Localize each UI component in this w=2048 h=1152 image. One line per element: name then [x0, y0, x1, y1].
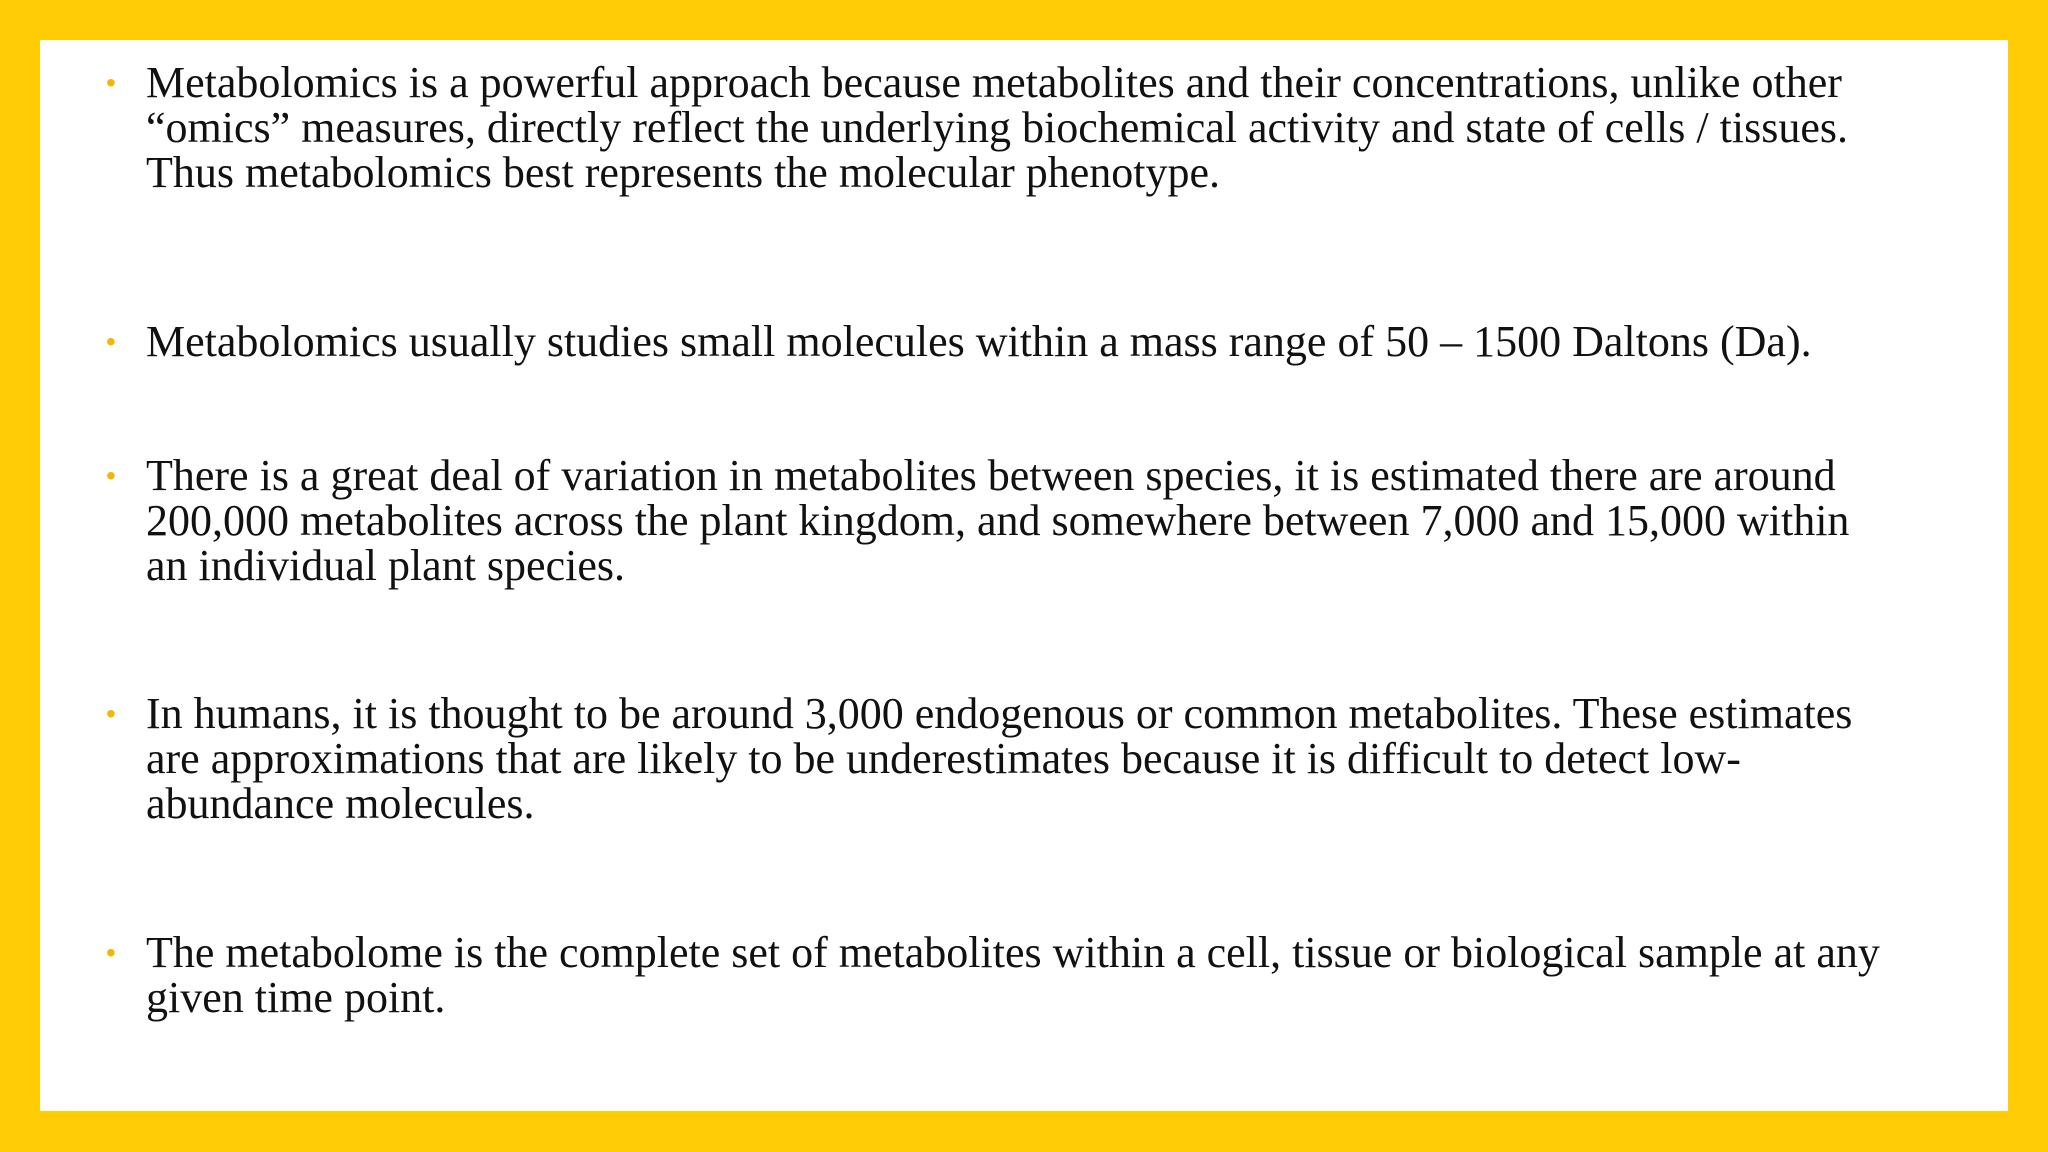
- bullet-item-metabolome-definition: [106, 930, 2006, 1020]
- bullet-item-metabolomics-approach: [106, 60, 2006, 195]
- slide-content-area: [40, 40, 2008, 1111]
- bullet-text: The metabolome is the complete set of metabolites within a cell, tissue or biological sample at any given time point.: [146, 928, 1880, 1022]
- bullet-point-icon: •: [106, 937, 116, 968]
- bullet-text: There is a great deal of variation in metabolites between species, it is estimated there are around 200,000 metabolites across the plant kingdom, and somewhere between 7,000 and 15,000 within an individual plant species.: [146, 451, 1850, 590]
- bullet-item-species-variation: [106, 453, 2006, 588]
- bullet-text: Metabolomics is a powerful approach because metabolites and their concentrations, unlike other “omics” measures, directly reflect the underlying biochemical activity and state of cells / tissues. Thus metabolomics best represents the molecular phenotype.: [146, 58, 1848, 197]
- bullet-point-icon: •: [106, 67, 116, 98]
- bullet-item-mass-range: [106, 319, 2006, 365]
- bullet-text: Metabolomics usually studies small molecules within a mass range of 50 – 1500 Daltons (Da).: [146, 317, 1812, 366]
- bullet-point-icon: •: [106, 460, 116, 491]
- bullet-point-icon: •: [106, 326, 116, 357]
- bullet-item-human-metabolites: [106, 691, 2006, 826]
- bullet-point-icon: •: [106, 698, 116, 729]
- bullet-text: In humans, it is thought to be around 3,000 endogenous or common metabolites. These estimates are approximations that are likely to be underestimates because it is difficult to detect low- abundance molecules.: [146, 689, 1853, 828]
